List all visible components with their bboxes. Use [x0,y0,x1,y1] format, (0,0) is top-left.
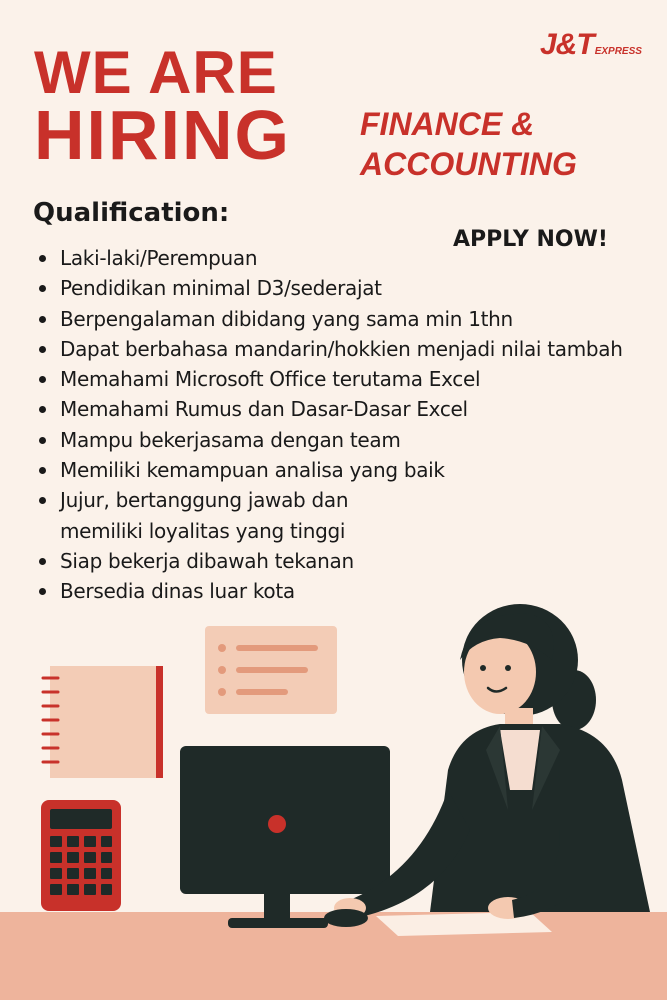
qualification-list [36,243,623,607]
department-line2: ACCOUNTING [360,146,577,182]
office-illustration [0,600,667,1000]
logo-mark: J&T [540,28,594,61]
notebook-icon [43,666,163,778]
apply-now-label: APPLY NOW! [453,227,608,252]
mouse-icon [324,909,368,927]
list-item: Memahami Microsoft Office terutama Excel [36,364,623,394]
department-line1: FINANCE & [360,106,535,142]
list-item: Berpengalaman dibidang yang sama min 1thn [36,304,623,334]
list-item: Jujur, bertanggung jawab dan memiliki loyalitas yang tinggi [36,485,623,546]
qualification-title: Qualification: [33,198,230,228]
list-item: Bersedia dinas luar kota [36,576,623,606]
list-item: Pendidikan minimal D3/sederajat [36,273,623,303]
department-title [360,104,577,184]
company-logo [540,28,642,62]
list-item: Memiliki kemampuan analisa yang baik [36,455,623,485]
checklist-card-icon [205,626,337,714]
headline-line1: WE ARE [34,39,278,106]
list-item: Dapat berbahasa mandarin/hokkien menjadi nilai tambah [36,334,623,364]
list-item: Memahami Rumus dan Dasar-Dasar Excel [36,394,623,424]
logo-subtitle: EXPRESS [594,46,642,57]
list-item: Siap bekerja dibawah tekanan [36,546,623,576]
headline-line2: HIRING [34,96,291,174]
calculator-icon [41,800,121,911]
list-item: Mampu bekerjasama dengan team [36,425,623,455]
headline [34,39,291,174]
list-item: Laki-laki/Perempuan [36,243,623,273]
